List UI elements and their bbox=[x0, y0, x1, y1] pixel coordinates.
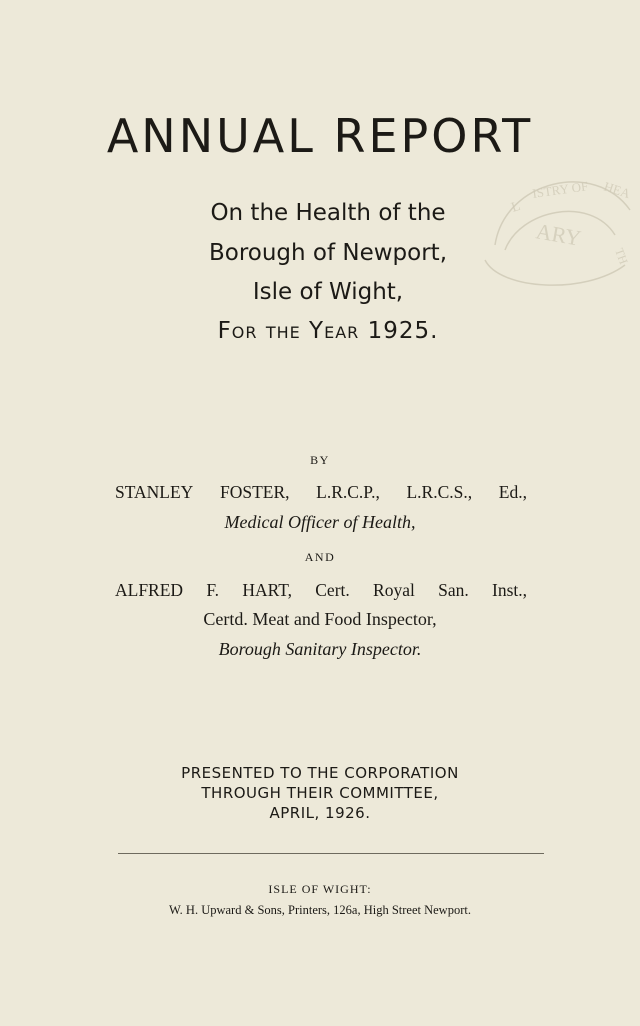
author-2-part: Inst., bbox=[492, 580, 527, 600]
subtitle-line-4: For the Year 1925. bbox=[217, 318, 439, 344]
presented-line-1: PRESENTED TO THE CORPORATION bbox=[181, 764, 459, 782]
author-2-role: Borough Sanitary Inspector. bbox=[218, 639, 422, 659]
author-2-part: Royal bbox=[373, 580, 415, 600]
author-1-role: Medical Officer of Health, bbox=[224, 512, 416, 532]
author-1-name bbox=[115, 480, 527, 504]
presented-line-3: APRIL, 1926. bbox=[269, 804, 371, 822]
author-2-part: Cert. bbox=[315, 580, 350, 600]
author-2-part: ALFRED bbox=[115, 580, 184, 600]
svg-text:ARY: ARY bbox=[534, 218, 584, 251]
svg-text:HEA: HEA bbox=[602, 178, 633, 202]
divider-rule bbox=[118, 853, 544, 854]
subtitle-line-2: Borough of Newport, bbox=[208, 240, 448, 266]
author-2-qualification: Certd. Meat and Food Inspector, bbox=[203, 609, 437, 629]
svg-text:L: L bbox=[509, 198, 523, 216]
subtitle-line-3: Isle of Wight, bbox=[252, 279, 404, 305]
author-2-part: HART, bbox=[242, 580, 292, 600]
author-1-part: FOSTER, bbox=[219, 482, 290, 502]
svg-text:ISTRY OF: ISTRY OF bbox=[531, 178, 590, 201]
printer-name: W. H. Upward & Sons, Printers, 126a, High Street Newport. bbox=[169, 903, 471, 917]
author-1-part: L.R.C.P., bbox=[316, 482, 380, 502]
printer-place: ISLE OF WIGHT: bbox=[268, 882, 372, 896]
author-1-part: STANLEY bbox=[115, 482, 194, 502]
svg-text:TH: TH bbox=[612, 246, 631, 267]
author-1-part: L.R.C.S., bbox=[406, 482, 473, 502]
author-2-part: San. bbox=[438, 580, 469, 600]
report-title: ANNUAL REPORT bbox=[106, 109, 534, 163]
author-2-part: F. bbox=[206, 580, 220, 600]
presented-line-2: THROUGH THEIR COMMITTEE, bbox=[201, 784, 439, 802]
and-label: AND bbox=[304, 550, 336, 564]
author-2-name bbox=[115, 578, 527, 602]
subtitle-line-1: On the Health of the bbox=[210, 200, 446, 226]
author-1-part: Ed., bbox=[498, 482, 527, 502]
by-label: BY bbox=[310, 453, 330, 467]
